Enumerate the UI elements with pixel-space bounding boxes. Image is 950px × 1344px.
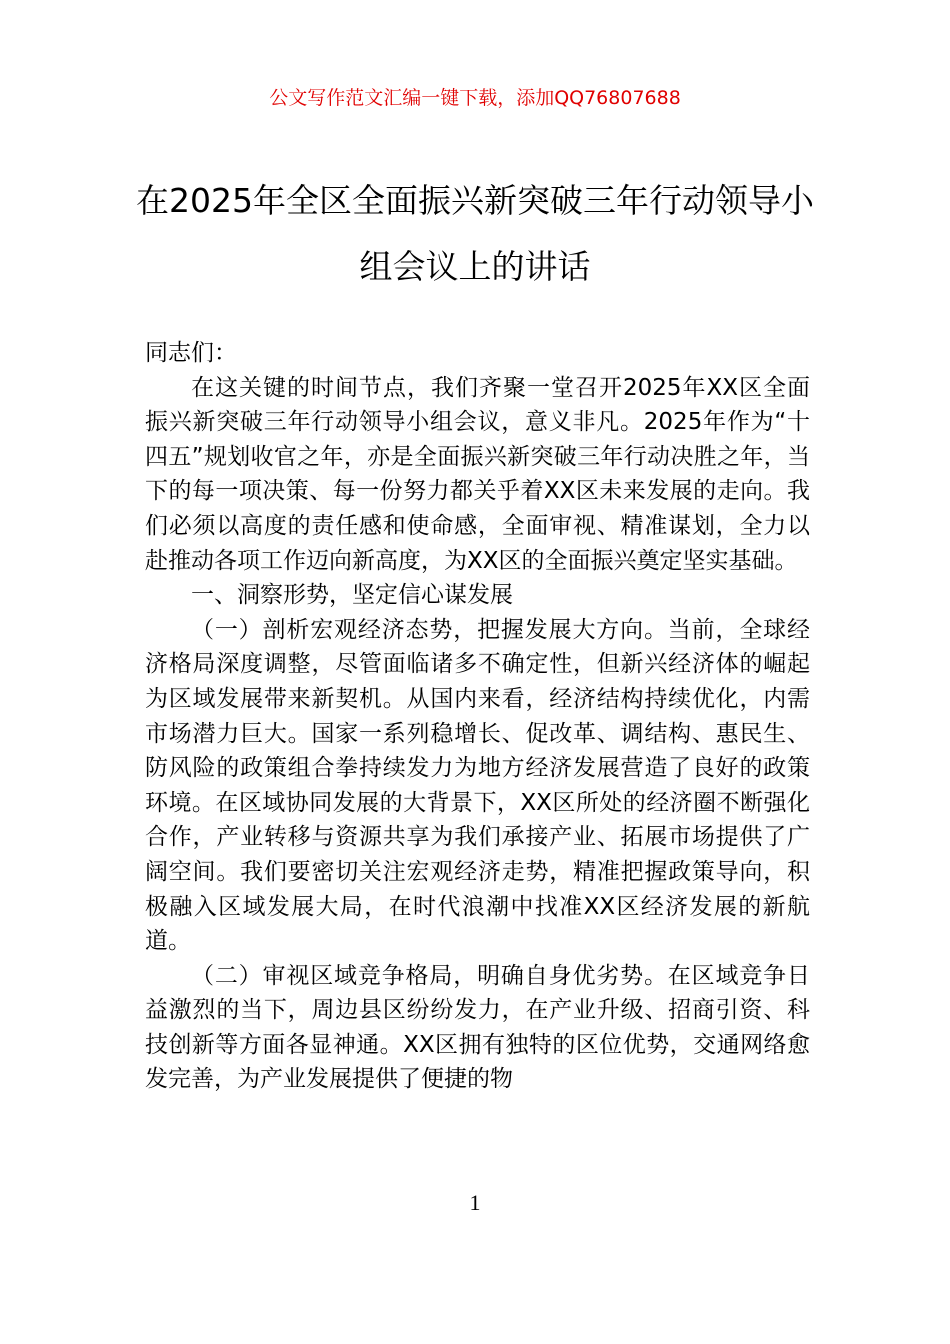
section-heading-1: 一、洞察形势，坚定信心谋发展 xyxy=(191,582,513,609)
header-banner: 公文写作范文汇编一键下载，添加QQ76807688 xyxy=(269,87,681,109)
paragraph-subsection-1: （一）剖析宏观经济态势，把握发展大方向。当前，全球经济格局深度调整，尽管面临诸多不确定性，但新兴经济体的崛起为区域发展带来新契机。从国内来看，经济结构持续优化，内需市场潜力巨大。国家一系列稳增长、促改革、调结构、惠民生、防风险的政策组合拳持续发力为地方经济发展营造了良好的政策环境。在区域协同发展的大背景下，XX区所处的经济圈不断强化合作，产业转移与资源共享为我们承接产业、拓展市场提供了广阔空间。我们要密切关注宏观经济走势，精准把握政策导向，积极融入区域发展大局，在时代浪潮中找准XX区经济发展的新航道。 xyxy=(145,616,810,955)
page-number: 1 xyxy=(469,1190,481,1215)
paragraph-subsection-2: （二）审视区域竞争格局，明确自身优劣势。在区域竞争日益激烈的当下，周边县区纷纷发力，在产业升级、招商引资、科技创新等方面各显神通。XX区拥有独特的区位优势，交通网络愈发完善，为产业发展提供了便捷的物 xyxy=(145,962,810,1093)
document-title: 在2025年全区全面振兴新突破三年行动领导小组会议上的讲话 xyxy=(136,181,814,286)
document-body xyxy=(145,336,810,1097)
paragraph-intro: 在这关键的时间节点，我们齐聚一堂召开2025年XX区全面振兴新突破三年行动领导小组会议，意义非凡。2025年作为“十四五”规划收官之年，亦是全面振兴新突破三年行动决胜之年，当下的每一项决策、每一份努力都关乎着XX区未来发展的走向。我们必须以高度的责任感和使命感，全面审视、精准谋划，全力以赴推动各项工作迈向新高度，为XX区的全面振兴奠定坚实基础。 xyxy=(145,374,810,574)
salutation: 同志们： xyxy=(145,340,237,366)
